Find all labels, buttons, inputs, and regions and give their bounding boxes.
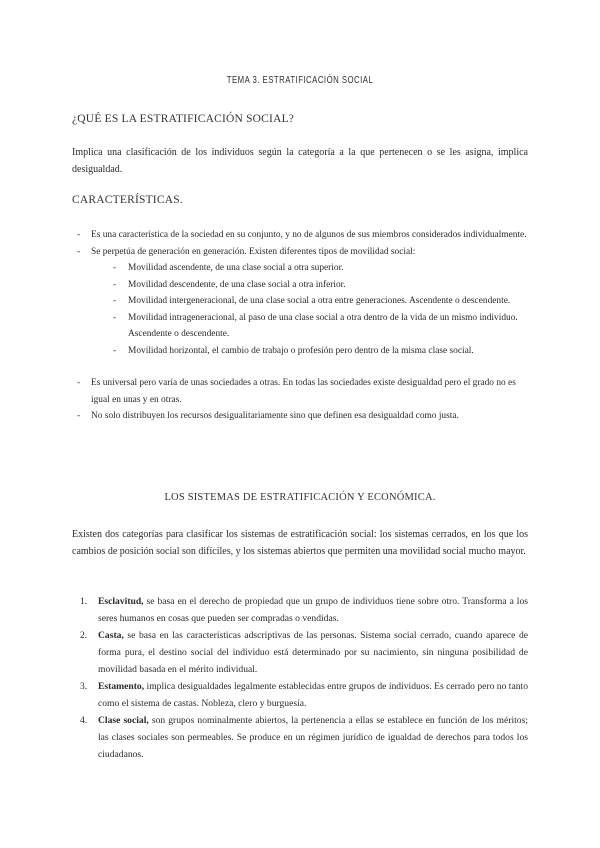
characteristic-item	[72, 375, 528, 408]
system-item	[72, 712, 528, 763]
characteristics-list	[72, 227, 528, 425]
system-term: Clase social,	[98, 715, 149, 726]
question-heading: ¿QUÉ ES LA ESTRATIFICACIÓN SOCIAL?	[72, 113, 295, 125]
mobility-list	[91, 260, 528, 359]
system-text: son grupos nominalmente abiertos, la pertenencia a ellas se establece en función de los méritos; las clases sociales son permeables. Se produce en un régimen jurídico de igualdad de derechos para todos los ciudadanos.	[98, 715, 528, 760]
systems-heading: LOS SISTEMAS DE ESTRATIFICACIÓN Y ECONÓMICA.	[164, 492, 436, 503]
mobility-item: - Movilidad descendente, de una clase social a otra inferior.	[91, 277, 528, 294]
system-term: Casta,	[98, 630, 124, 641]
mobility-item: - Movilidad ascendente, de una clase social a otra superior.	[91, 260, 528, 277]
characteristic-item	[72, 408, 528, 425]
characteristic-text: Se perpetúa de generación en generación. Existen diferentes tipos de movilidad social:	[91, 246, 416, 257]
characteristics-heading: CARACTERÍSTICAS.	[72, 194, 183, 206]
system-number: 4.	[80, 715, 88, 726]
mobility-item: - Movilidad intrageneracional, al paso de una clase social a otra dentro de la vida de un mismo individuo. Ascendente o descendente.	[91, 310, 528, 343]
systems-list	[72, 593, 528, 763]
system-text: se basa en las características adscriptivas de las personas. Sistema social cerrado, cuando aparece de forma pura, el destino social del individuo está determinado por su nacimiento, sin ninguna posibilidad de movilidad basada en el mérito individual.	[98, 630, 528, 675]
system-text: se basa en el derecho de propiedad que un grupo de individuos tiene sobre otro. Transforma a los seres humanos en cosas que pueden ser compradas o vendidas.	[98, 596, 528, 624]
definition-paragraph: Implica una clasificación de los individuos según la categoría a la que pertenecen o se les asigna, implica desigualdad.	[72, 147, 528, 175]
characteristic-text: No solo distribuyen los recursos desigualitariamente sino que definen esa desigualdad como justa.	[91, 411, 459, 421]
document-title: TEMA 3. ESTRATIFICACIÓN SOCIAL	[226, 75, 374, 86]
mobility-item: - Movilidad horizontal, el cambio de trabajo o profesión pero dentro de la misma clase social.	[91, 343, 528, 360]
system-number: 2.	[80, 630, 88, 641]
characteristic-item	[72, 227, 528, 244]
system-item	[72, 627, 528, 678]
systems-paragraph: Existen dos categorías para clasificar los sistemas de estratificación social: los sistemas cerrados, en los que los cambios de posición social son difíciles, y los sistemas abiertos que permiten una movilidad social mucho mayor.	[72, 529, 528, 557]
characteristic-text: Es una característica de la sociedad en su conjunto, y no de algunos de sus miembros considerados individualmente.	[91, 230, 527, 240]
system-text: implica desigualdades legalmente establecidas entre grupos de individuos. Es cerrado pero no tanto como el sistema de castas. Nobleza, clero y burguesía.	[98, 681, 528, 709]
system-term: Estamento,	[98, 681, 145, 692]
system-number: 1.	[80, 596, 88, 607]
system-item	[72, 678, 528, 712]
system-term: Esclavitud,	[98, 596, 144, 607]
characteristic-text: Es universal pero varía de unas sociedades a otras. En todas las sociedades existe desigualdad pero el grado no es igual en unas y en otras.	[91, 378, 516, 405]
system-item	[72, 593, 528, 627]
system-number: 3.	[80, 681, 88, 692]
characteristic-item	[72, 244, 528, 360]
mobility-item: - Movilidad intergeneracional, de una clase social a otra entre generaciones. Ascendente o descendente.	[91, 293, 528, 310]
